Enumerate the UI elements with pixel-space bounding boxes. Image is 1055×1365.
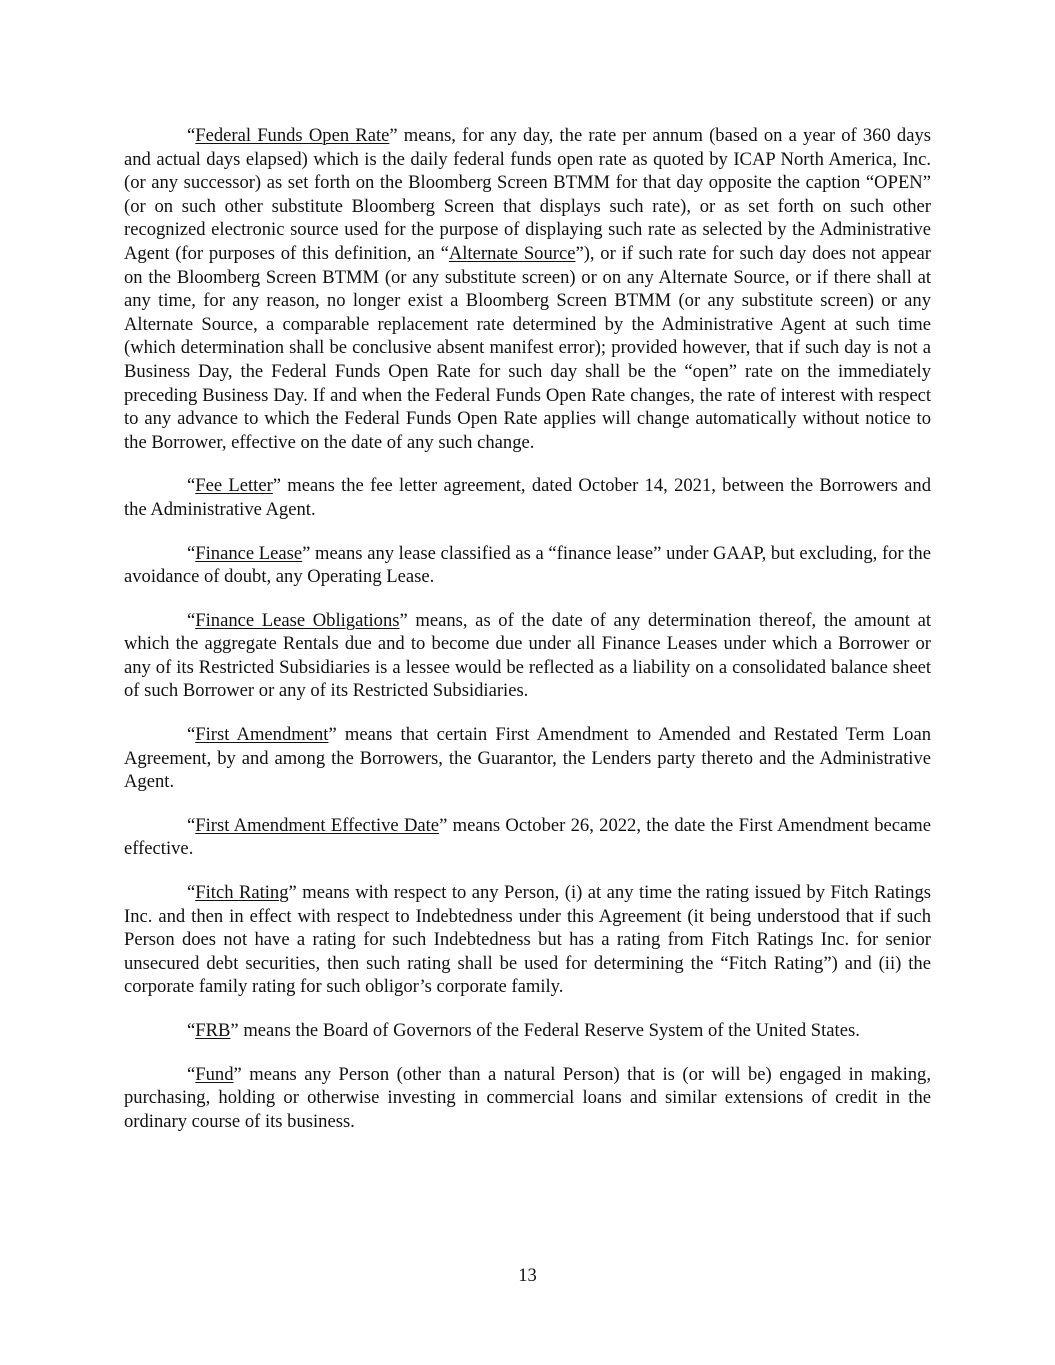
document-page: [124, 124, 931, 1153]
definition-frb: “FRB” means the Board of Governors of the Federal Reserve System of the United States.: [187, 1020, 860, 1041]
defined-term: Fitch Rating: [195, 882, 289, 904]
definition-text: ” means that certain First Amendment to Amended and Restated Term Loan Agreement, by and among the Borrowers, the Guarantor, the Lenders party thereto and the Administrative Agent.: [124, 724, 931, 793]
definition-finance-lease-obligations: “Finance Lease Obligations” means, as of the date of any determination thereof, the amount at which the aggregate Rentals due and to become due under all Finance Leases under which a Borrower or any of its Restricted Subsidiaries is a lessee would be reflected as a liability on a consolidated balance sheet of such Borrower or any of its Restricted Subsidiaries.: [124, 609, 931, 702]
defined-term: Federal Funds Open Rate: [195, 125, 390, 146]
definition-fee-letter: “Fee Letter” means the fee letter agreement, dated October 14, 2021, between the Borrowers and the Administrative Agent.: [124, 475, 931, 520]
definition-text: ” means any Person (other than a natural Person) that is (or will be) engaged in making, purchasing, holding or otherwise investing in commercial loans and similar extensions of credit in the ordinary course of its business.: [124, 1063, 931, 1132]
definition-first-amendment: “First Amendment” means that certain First Amendment to Amended and Restated Term Loan Agreement, by and among the Borrowers, the Guarantor, the Lenders party thereto and the Administrative Agent.: [124, 724, 931, 793]
definition-fitch-rating: “Fitch Rating” means with respect to any Person, (i) at any time the rating issued by Fitch Ratings Inc. and then in effect with respect to Indebtedness under this Agreement (it being understood that if such Person does not have a rating for such Indebtedness but has a rating from Fitch Ratings Inc. for senior unsecured debt securities, then such rating shall be used for determining the “Fitch Rating”) and (ii) the corporate family rating for such obligor’s corporate family.: [124, 882, 931, 998]
definition-text: ” means October 26, 2022, the date the First Amendment became effective.: [124, 814, 931, 860]
defined-term: Finance Lease Obligations: [195, 609, 400, 631]
page-number: 13: [518, 1265, 537, 1286]
definition-text: ” means, for any day, the rate per annum (based on a year of 360 days and actual days elapsed) which is the daily federal funds open rate as quoted by ICAP North America, Inc. (or any successor) as set forth on the Bloomberg Screen BTMM for that day opposite the caption “OPEN” (or on such other substitute Bloomberg Screen that displays such rate), or as set forth on such other recognized electronic source used for the purpose of displaying such rate as selected by the Administrative Agent (for purposes of this definition, an “: [124, 125, 932, 264]
defined-term: FRB: [195, 1020, 231, 1041]
defined-term: Finance Lease: [195, 542, 303, 564]
definition-first-amendment-effective-date: “First Amendment Effective Date” means October 26, 2022, the date the First Amendment became effective.: [124, 814, 931, 860]
defined-term: Fee Letter: [195, 475, 273, 497]
definition-text: ” means any lease classified as a “finance lease” under GAAP, but excluding, for the avoidance of doubt, any Operating Lease.: [124, 542, 931, 588]
definition-federal-funds-open-rate: “Federal Funds Open Rate” means, for any day, the rate per annum (based on a year of 360 days and actual days elapsed) which is the daily federal funds open rate as quoted by ICAP North America, Inc. (or any successor) as set forth on the Bloomberg Screen BTMM for that day opposite the caption “OPEN” (or on such other substitute Bloomberg Screen that displays such rate), or as set forth on such other recognized electronic source used for the purpose of displaying such rate as selected by the Administrative Agent (for purposes of this definition, an “Alternate Source”), or if such rate for such day does not appear on the Bloomberg Screen BTMM (or any substitute screen) or on any Alternate Source, or if there shall at any time, for any reason, no longer exist a Bloomberg Screen BTMM (or any substitute screen) or any Alternate Source, a comparable replacement rate determined by the Administrative Agent at such time (which determination shall be conclusive absent manifest error); provided however, that if such day is not a Business Day, the Federal Funds Open Rate for such day shall be the “open” rate on the immediately preceding Business Day. If and when the Federal Funds Open Rate changes, the rate of interest with respect to any advance to which the Federal Funds Open Rate applies will change automatically without notice to the Borrower, effective on the date of any such change.: [124, 125, 932, 453]
defined-term: Fund: [195, 1063, 234, 1085]
definition-text: ” means, as of the date of any determination thereof, the amount at which the aggregate Rentals due and to become due under all Finance Leases under which a Borrower or any of its Restricted Subsidiaries is a lessee would be reflected as a liability on a consolidated balance sheet of such Borrower or any of its Restricted Subsidiaries.: [124, 609, 931, 702]
defined-term: First Amendment Effective Date: [195, 814, 440, 836]
definition-text-continued: ”), or if such rate for such day does not appear on the Bloomberg Screen BTMM (or any substitute screen) or on any Alternate Source, or if there shall at any time, for any reason, no longer exist a Bloomberg Screen BTMM (or any substitute screen) or any Alternate Source, a comparable replacement rate determined by the Administrative Agent at such time (which determination shall be conclusive absent manifest error); provided however, that if such day is not a Business Day, the Federal Funds Open Rate for such day shall be the “open” rate on the immediately preceding Business Day. If and when the Federal Funds Open Rate changes, the rate of interest with respect to any advance to which the Federal Funds Open Rate applies will change automatically without notice to the Borrower, effective on the date of any such change.: [124, 242, 931, 453]
definition-text: ” means the fee letter agreement, dated October 14, 2021, between the Borrowers and the Administrative Agent.: [124, 475, 931, 520]
defined-term: First Amendment: [195, 724, 329, 746]
definition-text: ” means with respect to any Person, (i) at any time the rating issued by Fitch Ratings Inc. and then in effect with respect to Indebtedness under this Agreement (it being understood that if such Person does not have a rating for such Indebtedness but has a rating from Fitch Ratings Inc. for senior unsecured debt securities, then such rating shall be used for determining the “Fitch Rating”) and (ii) the corporate family rating for such obligor’s corporate family.: [124, 882, 931, 998]
defined-term-inline: Alternate Source: [448, 242, 576, 264]
definition-text: ” means the Board of Governors of the Federal Reserve System of the United States.: [230, 1020, 860, 1041]
definition-finance-lease: “Finance Lease” means any lease classified as a “finance lease” under GAAP, but excluding, for the avoidance of doubt, any Operating Lease.: [124, 542, 931, 588]
definition-fund: “Fund” means any Person (other than a natural Person) that is (or will be) engaged in making, purchasing, holding or otherwise investing in commercial loans and similar extensions of credit in the ordinary course of its business.: [124, 1063, 931, 1132]
